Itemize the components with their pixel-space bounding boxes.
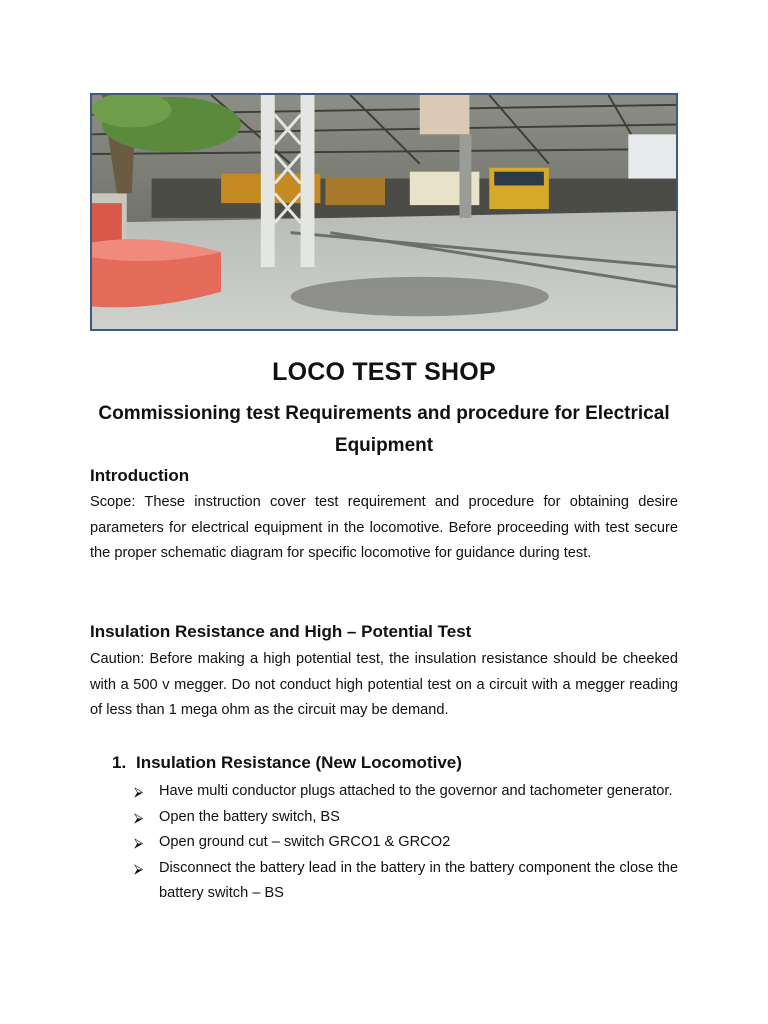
section-1-title: Insulation Resistance (New Locomotive) — [136, 753, 462, 772]
list-item — [130, 830, 678, 856]
arrow-bullet-icon: ⮚ — [134, 860, 144, 876]
arrow-bullet-icon: ⮚ — [134, 784, 144, 799]
introduction-paragraph: Scope: These instruction cover test requirement and procedure for obtaining desire parameters for electrical equipment in the locomotive. Before proceeding with test secure the proper schematic diagram for specific locomotive for guidance during test. — [90, 494, 678, 561]
insulation-heading: Insulation Resistance and High – Potential Test — [90, 622, 472, 641]
section-1-heading — [112, 753, 462, 773]
list-item-text: Open the battery switch, BS — [159, 808, 340, 825]
document-subtitle: Commissioning test Requirements and procedure for Electrical Equipment — [98, 403, 670, 456]
introduction-heading: Introduction — [90, 466, 190, 485]
arrow-bullet-icon: ⮚ — [134, 809, 144, 825]
list-item — [130, 779, 678, 805]
list-item — [130, 805, 678, 831]
list-item — [130, 856, 678, 907]
section-1-number: 1. — [112, 753, 127, 772]
shed-photo-illustration — [92, 95, 676, 329]
section-1-bullet-list — [130, 779, 678, 907]
locomotive-shed-photo — [90, 93, 678, 331]
insulation-paragraph: Caution: Before making a high potential test, the insulation resistance should be cheeked with a 500 v megger. Do not conduct high potential test on a circuit with a megger reading of less than 1 mega ohm as the circuit may be demand. — [90, 651, 678, 718]
list-item-text: Open ground cut – switch GRCO1 & GRCO2 — [159, 834, 451, 850]
list-item-text: Have multi conductor plugs attached to the governor and tachometer generator. — [159, 783, 673, 799]
list-item-text: Disconnect the battery lead in the battery in the battery component the close the battery switch – BS — [159, 859, 678, 901]
arrow-bullet-icon: ⮚ — [134, 835, 144, 850]
document-title: LOCO TEST SHOP — [272, 358, 496, 386]
